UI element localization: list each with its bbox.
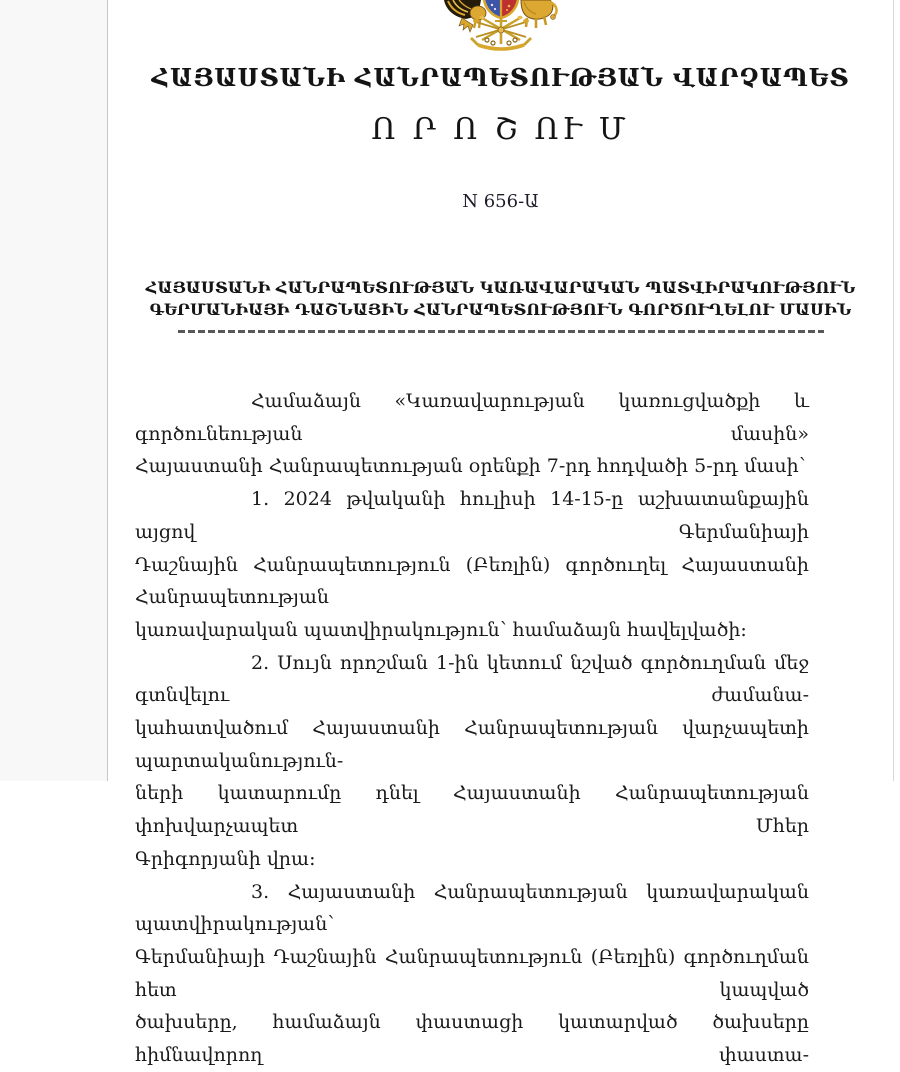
body-line: Դաշնային Հանրապետություն (Բեռլին) գործուղել Հայաստանի Հանրապետության (135, 553, 809, 609)
body-line: ների կատարումը դնել Հայաստանի Հանրապետության փոխվարչապետ Մհեր (135, 782, 809, 838)
document-page (107, 0, 894, 1067)
armenia-coat-of-arms-icon (426, 0, 576, 52)
doc-type-title: Ո Ր Ո Շ ՈՒ Մ (371, 112, 630, 147)
subject-underline (178, 330, 824, 333)
subject-line-2: ԳԵՐՄԱՆԻԱՅԻ ԴԱՇՆԱՅԻՆ ՀԱՆՐԱՊԵՏՈՒԹՅՈՒՆ ԳՈՐԾՈՒՂԵԼՈՒ ՄԱՍԻՆ (149, 299, 852, 319)
doc-number: N 656-Ա (462, 191, 539, 212)
body-line: Գերմանիայի Դաշնային Հանրապետություն (Բեռլին) գործուղման հետ կապված (135, 945, 809, 1001)
org-title: ՀԱՅԱՍՏԱՆԻ ՀԱՆՐԱՊԵՏՈՒԹՅԱՆ ՎԱՐՉԱՊԵՏ (151, 63, 850, 92)
document-body (108, 385, 893, 1072)
body-line: ծախսերը, համաձայն փաստացի կատարված ծախսերը հիմնավորող փաստա- (135, 1011, 809, 1067)
body-line: կահատվածում Հայաստանի Հանրապետության վարչապետի պարտականություն- (135, 717, 809, 772)
subject-title (108, 277, 893, 320)
body-line: Գրիգորյանի վրա։ (135, 847, 316, 870)
body-line: Հայաստանի Հանրապետության օրենքի 7-րդ հոդվածի 5-րդ մասի՝ (135, 455, 806, 478)
body-line: 2. Սույն որոշման 1-ին կետում նշված գործուղման մեջ գտնվելու ժամանա- (135, 651, 809, 707)
body-line: Համաձայն «Կառավարության կառուցվածքի և գործունեության մասին» (135, 390, 809, 445)
viewer-left-panel (0, 0, 107, 781)
body-line: 3. Հայաստանի Հանրապետության կառավարական պատվիրակության՝ (135, 880, 809, 936)
emblem-wrap (108, 0, 893, 52)
body-line: կառավարական պատվիրակություն՝ համաձայն հավելվածի։ (135, 618, 747, 641)
body-line: 1. 2024 թվականի հուլիսի 14-15-ը աշխատանքային այցով Գերմանիայի (135, 488, 809, 543)
subject-line-1: ՀԱՅԱՍՏԱՆԻ ՀԱՆՐԱՊԵՏՈՒԹՅԱՆ ԿԱՌԱՎԱՐԱԿԱՆ ՊԱՏՎԻՐԱԿՈՒԹՅՈՒՆ (145, 278, 856, 297)
